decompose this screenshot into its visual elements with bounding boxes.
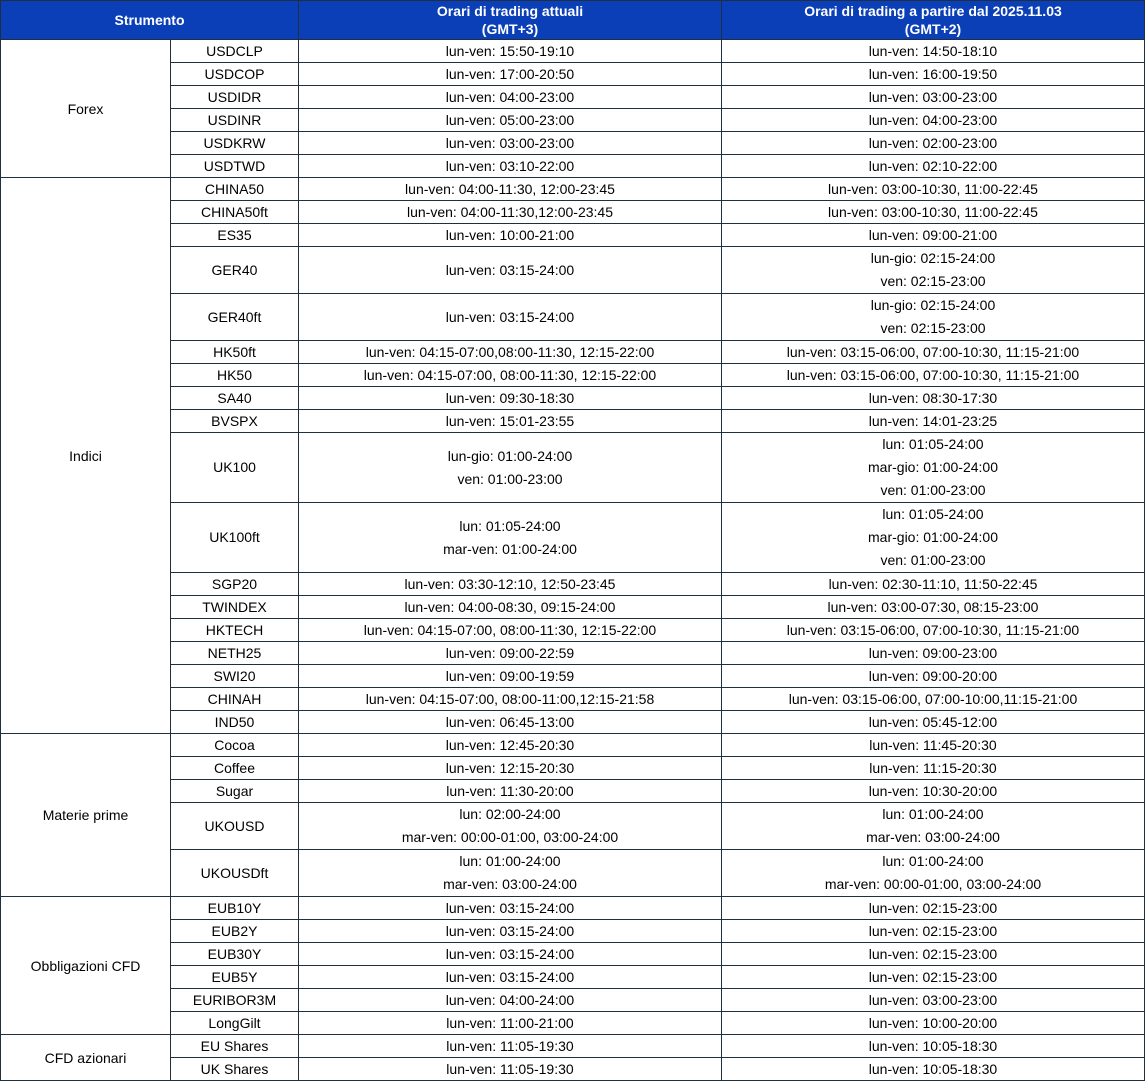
- current-hours-line: lun-ven: 05:00-23:00: [445, 112, 575, 128]
- table-row: [1, 155, 1145, 178]
- current-hours-cell: [299, 178, 722, 201]
- symbol-cell: UK100: [171, 433, 299, 503]
- current-hours-cell: [299, 86, 722, 109]
- current-hours-cell: [299, 920, 722, 943]
- symbol-cell: EUB30Y: [171, 943, 299, 966]
- new-hours-cell: [722, 109, 1145, 132]
- symbol-cell: NETH25: [171, 642, 299, 665]
- new-hours-cell: [722, 1035, 1145, 1058]
- new-hours-cell: [722, 989, 1145, 1012]
- new-hours-cell: [722, 897, 1145, 920]
- current-hours-title: Orari di trading attuali: [436, 3, 584, 19]
- current-hours-cell: [299, 503, 722, 573]
- symbol-cell: HK50: [171, 364, 299, 387]
- new-hours-line: ven: 02:15-23:00: [880, 320, 986, 336]
- new-hours-cell: [722, 665, 1145, 688]
- current-hours-line: lun: 01:05-24:00: [459, 517, 561, 534]
- new-hours-line: ven: 01:00-23:00: [880, 482, 986, 498]
- new-hours-line: lun: 01:05-24:00: [882, 506, 984, 522]
- symbol-cell: LongGilt: [171, 1012, 299, 1035]
- table-row: [1, 573, 1145, 596]
- new-hours-line: lun-gio: 02:15-24:00: [870, 250, 996, 266]
- new-hours-line: lun-ven: 03:00-23:00: [868, 89, 998, 105]
- symbol-cell: USDIDR: [171, 86, 299, 109]
- current-hours-cell: [299, 224, 722, 247]
- current-hours-line: lun-ven: 03:00-23:00: [445, 135, 575, 151]
- current-hours-cell: [299, 989, 722, 1012]
- new-hours-cell: [722, 247, 1145, 294]
- new-hours-cell: [722, 850, 1145, 897]
- table-row: [1, 433, 1145, 503]
- current-hours-line: mar-ven: 01:00-24:00: [443, 540, 577, 557]
- symbol-cell: USDCLP: [171, 40, 299, 63]
- new-hours-line: lun-ven: 11:45-20:30: [869, 737, 997, 753]
- new-hours-title: Orari di trading a partire dal 2025.11.03: [804, 3, 1062, 19]
- category-cell: Forex: [1, 40, 171, 178]
- new-hours-cell: [722, 155, 1145, 178]
- symbol-cell: HKTECH: [171, 619, 299, 642]
- table-row: [1, 364, 1145, 387]
- new-hours-line: lun-ven: 03:15-06:00, 07:00-10:30, 11:15-21:00: [786, 367, 1080, 383]
- new-hours-line: lun-gio: 02:15-24:00: [870, 297, 996, 313]
- table-row: [1, 966, 1145, 989]
- new-hours-line: lun-ven: 03:00-07:30, 08:15-23:00: [827, 599, 1039, 615]
- new-hours-line: lun-ven: 02:15-23:00: [868, 969, 998, 985]
- new-hours-cell: [722, 757, 1145, 780]
- new-hours-line: lun-ven: 11:15-20:30: [869, 760, 997, 776]
- current-hours-cell: [299, 780, 722, 803]
- symbol-cell: EUB5Y: [171, 966, 299, 989]
- table-row: [1, 596, 1145, 619]
- current-hours-cell: [299, 573, 722, 596]
- table-row: [1, 1012, 1145, 1035]
- symbol-cell: IND50: [171, 711, 299, 734]
- new-hours-line: mar-gio: 01:00-24:00: [868, 529, 998, 545]
- new-hours-cell: [722, 503, 1145, 573]
- new-hours-cell: [722, 943, 1145, 966]
- symbol-cell: USDKRW: [171, 132, 299, 155]
- table-row: [1, 341, 1145, 364]
- symbol-cell: ES35: [171, 224, 299, 247]
- symbol-cell: USDTWD: [171, 155, 299, 178]
- table-row: [1, 989, 1145, 1012]
- current-hours-line: lun-ven: 11:00-21:00: [446, 1015, 574, 1031]
- current-hours-line: lun-ven: 03:30-12:10, 12:50-23:45: [404, 576, 616, 592]
- current-hours-cell: [299, 734, 722, 757]
- current-hours-line: lun: 02:00-24:00: [459, 806, 561, 822]
- new-hours-line: lun-ven: 10:05-18:30: [868, 1038, 998, 1054]
- table-row: [1, 294, 1145, 341]
- table-row: [1, 132, 1145, 155]
- symbol-cell: TWINDEX: [171, 596, 299, 619]
- new-hours-line: lun: 01:00-24:00: [882, 853, 984, 869]
- new-hours-cell: [722, 734, 1145, 757]
- current-hours-cell: [299, 1058, 722, 1081]
- current-hours-cell: [299, 1035, 722, 1058]
- current-hours-line: lun-ven: 12:15-20:30: [445, 760, 575, 776]
- new-hours-cell: [722, 364, 1145, 387]
- new-hours-cell: [722, 920, 1145, 943]
- current-hours-line: lun-gio: 01:00-24:00: [447, 447, 573, 464]
- table-row: [1, 63, 1145, 86]
- current-hours-line: lun-ven: 04:00-23:00: [445, 89, 575, 105]
- new-hours-line: lun-ven: 02:30-11:10, 11:50-22:45: [828, 576, 1038, 592]
- new-hours-line: lun-ven: 10:05-18:30: [868, 1061, 998, 1077]
- symbol-cell: GER40: [171, 247, 299, 294]
- new-hours-cell: [722, 224, 1145, 247]
- current-hours-cell: [299, 966, 722, 989]
- current-hours-line: lun-ven: 04:00-11:30,12:00-23:45: [406, 204, 613, 220]
- current-hours-cell: [299, 642, 722, 665]
- table-row: [1, 943, 1145, 966]
- table-header: [1, 1, 1145, 40]
- current-hours-line: lun-ven: 11:30-20:00: [446, 783, 574, 799]
- symbol-cell: SWI20: [171, 665, 299, 688]
- current-hours-line: lun-ven: 15:01-23:55: [445, 413, 575, 429]
- symbol-cell: CHINAH: [171, 688, 299, 711]
- table-row: [1, 40, 1145, 63]
- current-hours-line: lun-ven: 11:05-19:30: [446, 1038, 574, 1054]
- current-hours-cell: [299, 201, 722, 224]
- current-hours-line: lun-ven: 12:45-20:30: [445, 737, 575, 753]
- new-hours-line: lun-ven: 03:00-10:30, 11:00-22:45: [828, 204, 1038, 220]
- current-hours-line: lun-ven: 04:00-24:00: [445, 992, 575, 1008]
- new-hours-cell: [722, 63, 1145, 86]
- symbol-cell: HK50ft: [171, 341, 299, 364]
- symbol-cell: UK Shares: [171, 1058, 299, 1081]
- current-hours-cell: [299, 688, 722, 711]
- symbol-cell: UKOUSD: [171, 803, 299, 850]
- new-hours-cell: [722, 573, 1145, 596]
- category-cell: CFD azionari: [1, 1035, 171, 1081]
- table-row: [1, 410, 1145, 433]
- current-hours-cell: [299, 364, 722, 387]
- new-hours-cell: [722, 132, 1145, 155]
- table-body: [1, 40, 1145, 1081]
- new-hours-cell: [722, 86, 1145, 109]
- table-row: [1, 224, 1145, 247]
- current-hours-line: lun-ven: 17:00-20:50: [445, 66, 575, 82]
- new-hours-line: lun-ven: 03:00-10:30, 11:00-22:45: [828, 181, 1038, 197]
- current-hours-line: lun-ven: 09:30-18:30: [445, 390, 575, 406]
- symbol-cell: USDINR: [171, 109, 299, 132]
- symbol-cell: EU Shares: [171, 1035, 299, 1058]
- symbol-cell: BVSPX: [171, 410, 299, 433]
- current-hours-line: lun-ven: 10:00-21:00: [445, 227, 575, 243]
- new-hours-cell: [722, 433, 1145, 503]
- new-hours-line: lun-ven: 08:30-17:30: [868, 390, 998, 406]
- current-hours-cell: [299, 132, 722, 155]
- symbol-cell: Cocoa: [171, 734, 299, 757]
- symbol-cell: USDCOP: [171, 63, 299, 86]
- current-hours-line: lun-ven: 03:15-24:00: [445, 969, 575, 985]
- table-row: [1, 619, 1145, 642]
- new-hours-cell: [722, 711, 1145, 734]
- current-hours-cell: [299, 711, 722, 734]
- new-hours-line: lun-ven: 04:00-23:00: [868, 112, 998, 128]
- new-hours-line: lun-ven: 09:00-20:00: [868, 668, 998, 684]
- current-hours-line: lun-ven: 06:45-13:00: [445, 714, 575, 730]
- table-row: [1, 642, 1145, 665]
- symbol-cell: Coffee: [171, 757, 299, 780]
- new-hours-cell: [722, 178, 1145, 201]
- symbol-cell: Sugar: [171, 780, 299, 803]
- current-hours-cell: [299, 387, 722, 410]
- new-hours-line: lun-ven: 02:00-23:00: [868, 135, 998, 151]
- table-row: [1, 711, 1145, 734]
- new-hours-header: [722, 1, 1145, 40]
- current-hours-line: mar-ven: 00:00-01:00, 03:00-24:00: [401, 829, 619, 845]
- new-hours-line: lun-ven: 03:00-23:00: [868, 992, 998, 1008]
- new-hours-cell: [722, 619, 1145, 642]
- table-row: [1, 803, 1145, 850]
- table-row: [1, 178, 1145, 201]
- new-hours-line: lun-ven: 02:15-23:00: [868, 946, 998, 962]
- new-hours-line: lun: 01:00-24:00: [882, 806, 984, 822]
- current-hours-cell: [299, 596, 722, 619]
- current-hours-cell: [299, 897, 722, 920]
- current-hours-line: lun-ven: 03:15-24:00: [445, 946, 575, 962]
- table-row: [1, 109, 1145, 132]
- new-hours-cell: [722, 387, 1145, 410]
- new-hours-cell: [722, 688, 1145, 711]
- current-hours-line: mar-ven: 03:00-24:00: [443, 876, 577, 892]
- table-row: [1, 86, 1145, 109]
- current-hours-cell: [299, 943, 722, 966]
- current-hours-cell: [299, 155, 722, 178]
- current-hours-line: lun-ven: 04:15-07:00,08:00-11:30, 12:15-22:00: [365, 344, 655, 360]
- new-hours-line: ven: 02:15-23:00: [880, 273, 986, 289]
- new-hours-cell: [722, 294, 1145, 341]
- table-row: [1, 897, 1145, 920]
- new-hours-line: lun-ven: 05:45-12:00: [868, 714, 998, 730]
- new-hours-cell: [722, 780, 1145, 803]
- category-cell: Indici: [1, 178, 171, 734]
- category-cell: Materie prime: [1, 734, 171, 897]
- new-hours-line: lun-ven: 03:15-06:00, 07:00-10:00,11:15-21:00: [788, 691, 1078, 707]
- current-hours-line: lun-ven: 04:00-11:30, 12:00-23:45: [405, 181, 615, 197]
- new-hours-line: lun-ven: 09:00-21:00: [868, 227, 998, 243]
- current-hours-cell: [299, 247, 722, 294]
- current-hours-line: lun-ven: 04:15-07:00, 08:00-11:00,12:15-21:58: [365, 691, 655, 707]
- current-hours-line: lun-ven: 09:00-19:59: [445, 668, 575, 684]
- new-hours-cell: [722, 642, 1145, 665]
- symbol-cell: CHINA50ft: [171, 201, 299, 224]
- table-row: [1, 757, 1145, 780]
- new-hours-line: lun-ven: 10:30-20:00: [868, 783, 998, 799]
- table-row: [1, 850, 1145, 897]
- table-row: [1, 1035, 1145, 1058]
- current-hours-line: lun-ven: 09:00-22:59: [445, 645, 575, 661]
- current-hours-line: lun-ven: 03:15-24:00: [445, 308, 575, 325]
- current-hours-line: lun-ven: 15:50-19:10: [445, 43, 575, 59]
- current-hours-header: [299, 1, 722, 40]
- symbol-cell: UKOUSDft: [171, 850, 299, 897]
- symbol-cell: SA40: [171, 387, 299, 410]
- table-row: [1, 665, 1145, 688]
- table-row: [1, 920, 1145, 943]
- new-hours-line: lun-ven: 16:00-19:50: [868, 66, 998, 82]
- symbol-cell: EUB2Y: [171, 920, 299, 943]
- new-hours-cell: [722, 966, 1145, 989]
- new-hours-line: lun-ven: 14:50-18:10: [868, 43, 998, 59]
- new-hours-line: lun: 01:05-24:00: [882, 436, 984, 452]
- symbol-cell: CHINA50: [171, 178, 299, 201]
- new-hours-line: lun-ven: 03:15-06:00, 07:00-10:30, 11:15-21:00: [786, 622, 1080, 638]
- current-hours-cell: [299, 40, 722, 63]
- current-hours-line: lun-ven: 04:15-07:00, 08:00-11:30, 12:15-22:00: [363, 367, 657, 383]
- header-row: [1, 1, 1145, 40]
- new-hours-line: lun-ven: 09:00-23:00: [868, 645, 998, 661]
- current-hours-line: lun-ven: 04:15-07:00, 08:00-11:30, 12:15-22:00: [363, 622, 657, 638]
- table-row: [1, 201, 1145, 224]
- current-hours-line: lun: 01:00-24:00: [459, 853, 561, 869]
- current-hours-line: lun-ven: 03:15-24:00: [445, 923, 575, 939]
- current-hours-cell: [299, 410, 722, 433]
- current-hours-cell: [299, 850, 722, 897]
- table-row: [1, 1058, 1145, 1081]
- new-hours-line: ven: 01:00-23:00: [880, 552, 986, 568]
- symbol-cell: EUB10Y: [171, 897, 299, 920]
- new-hours-line: lun-ven: 10:00-20:00: [868, 1015, 998, 1031]
- new-hours-line: lun-ven: 02:10-22:00: [868, 158, 998, 174]
- symbol-cell: GER40ft: [171, 294, 299, 341]
- instrument-header: Strumento: [1, 1, 299, 40]
- new-hours-cell: [722, 410, 1145, 433]
- new-hours-line: lun-ven: 02:15-23:00: [868, 923, 998, 939]
- current-hours-timezone: (GMT+3): [481, 21, 539, 37]
- category-cell: Obbligazioni CFD: [1, 897, 171, 1035]
- symbol-cell: UK100ft: [171, 503, 299, 573]
- current-hours-cell: [299, 757, 722, 780]
- table-row: [1, 780, 1145, 803]
- new-hours-cell: [722, 201, 1145, 224]
- new-hours-cell: [722, 803, 1145, 850]
- new-hours-line: lun-ven: 14:01-23:25: [868, 413, 998, 429]
- current-hours-line: lun-ven: 03:10-22:00: [445, 158, 575, 174]
- current-hours-line: lun-ven: 11:05-19:30: [446, 1061, 574, 1077]
- new-hours-timezone: (GMT+2): [904, 21, 962, 37]
- symbol-cell: EURIBOR3M: [171, 989, 299, 1012]
- current-hours-cell: [299, 63, 722, 86]
- current-hours-line: ven: 01:00-23:00: [457, 470, 563, 487]
- current-hours-cell: [299, 294, 722, 341]
- new-hours-cell: [722, 40, 1145, 63]
- current-hours-cell: [299, 341, 722, 364]
- new-hours-cell: [722, 1058, 1145, 1081]
- current-hours-cell: [299, 109, 722, 132]
- new-hours-line: lun-ven: 02:15-23:00: [868, 900, 998, 916]
- current-hours-cell: [299, 803, 722, 850]
- table-row: [1, 387, 1145, 410]
- current-hours-cell: [299, 619, 722, 642]
- symbol-cell: SGP20: [171, 573, 299, 596]
- table-row: [1, 503, 1145, 573]
- table-row: [1, 247, 1145, 294]
- current-hours-line: lun-ven: 03:15-24:00: [445, 261, 575, 278]
- current-hours-cell: [299, 433, 722, 503]
- current-hours-line: lun-ven: 03:15-24:00: [445, 900, 575, 916]
- table-row: [1, 734, 1145, 757]
- new-hours-cell: [722, 1012, 1145, 1035]
- new-hours-cell: [722, 596, 1145, 619]
- new-hours-cell: [722, 341, 1145, 364]
- new-hours-line: mar-ven: 00:00-01:00, 03:00-24:00: [824, 876, 1042, 892]
- new-hours-line: mar-ven: 03:00-24:00: [866, 829, 1000, 845]
- current-hours-cell: [299, 1012, 722, 1035]
- table-row: [1, 688, 1145, 711]
- new-hours-line: lun-ven: 03:15-06:00, 07:00-10:30, 11:15-21:00: [786, 344, 1080, 360]
- current-hours-cell: [299, 665, 722, 688]
- new-hours-line: mar-gio: 01:00-24:00: [868, 459, 998, 475]
- current-hours-line: lun-ven: 04:00-08:30, 09:15-24:00: [404, 599, 616, 615]
